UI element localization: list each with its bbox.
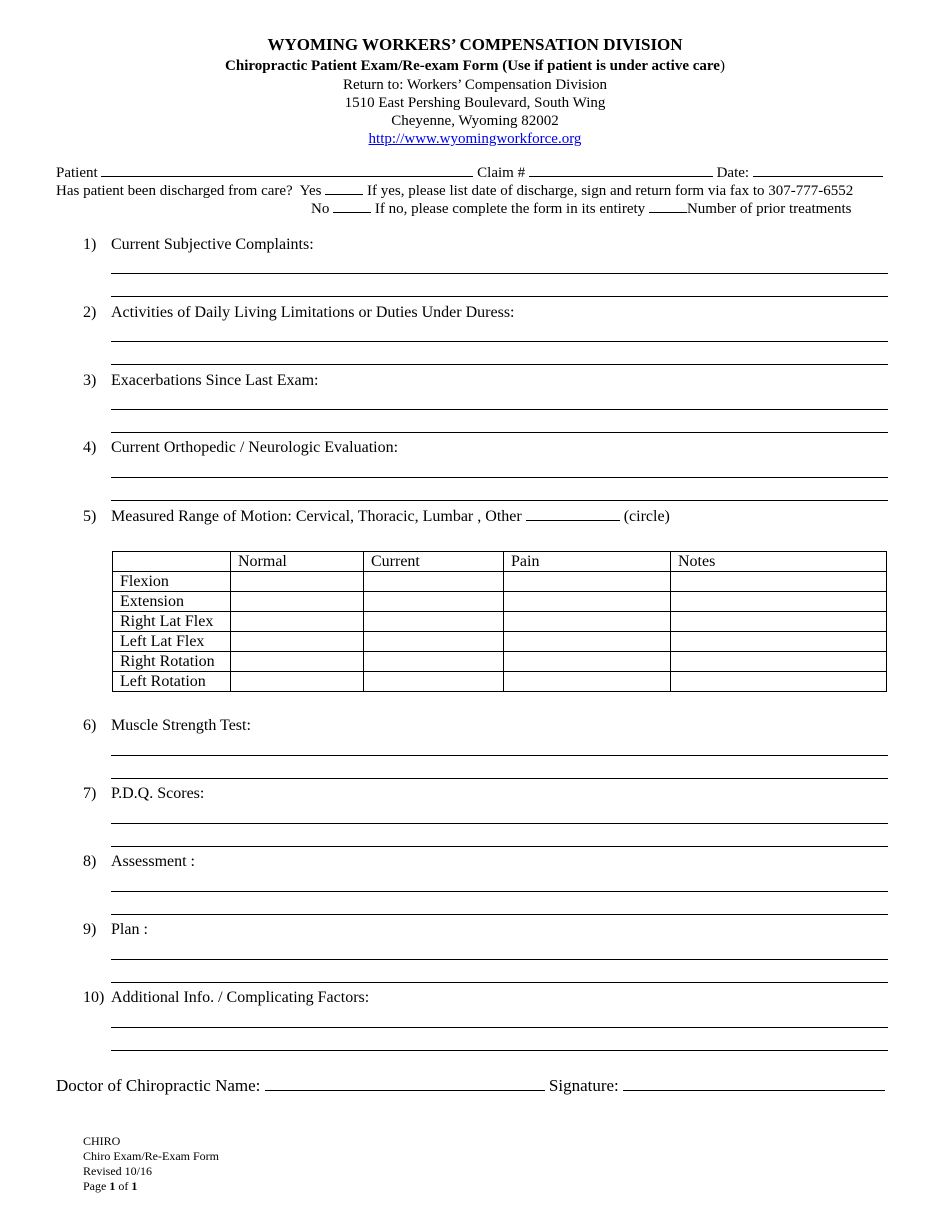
row-label: Right Lat Flex [113,612,231,632]
section-label: Exacerbations Since Last Exam: [111,372,319,389]
answer-line[interactable] [111,959,888,960]
row-label: Extension [113,592,231,612]
section-label: Additional Info. / Complicating Factors: [111,989,370,1006]
table-row [113,612,887,632]
section-label: Plan : [111,921,148,938]
claim-field[interactable] [529,163,713,177]
column-header: Normal [231,552,364,572]
signature-label: Signature: [548,1076,619,1095]
table-cell[interactable] [231,652,364,672]
table-cell[interactable] [504,592,671,612]
table-cell[interactable] [504,632,671,652]
column-header: Pain [504,552,671,572]
section-label: Measured Range of Motion: Cervical, Thoracic, Lumbar , Other [111,508,522,525]
section-1: 1) Current Subjective Complaints: [83,236,314,253]
table-cell[interactable] [364,632,504,652]
section-4: 4) Current Orthopedic / Neurologic Evaluation: [83,439,399,456]
table-cell[interactable] [671,632,887,652]
circle-note: (circle) [623,508,670,525]
claim-label: Claim # [477,165,526,181]
signature-field[interactable] [623,1075,885,1091]
answer-line[interactable] [111,755,888,756]
date-field[interactable] [753,163,883,177]
discharge-question: Has patient been discharged from care? [56,183,293,199]
section-10: 10) Additional Info. / Complicating Factors: [83,989,370,1006]
section-label: Activities of Daily Living Limitations or Duties Under Duress: [111,304,515,321]
website-link[interactable]: http://www.wyomingworkforce.org [368,131,582,147]
table-cell[interactable] [504,672,671,692]
column-header [113,552,231,572]
row-label: Right Rotation [113,652,231,672]
table-cell[interactable] [231,592,364,612]
form-subtitle: Chiropractic Patient Exam/Re-exam Form (Use if patient is under active care) [225,58,725,74]
table-cell[interactable] [231,612,364,632]
row-label: Left Lat Flex [113,632,231,652]
table-row [113,652,887,672]
no-field[interactable] [333,199,371,213]
section-label: Muscle Strength Test: [111,717,251,734]
section-label: Current Orthopedic / Neurologic Evaluation: [111,439,399,456]
answer-line[interactable] [111,778,888,779]
section-9: 9) Plan : [83,921,148,938]
answer-line[interactable] [111,823,888,824]
prior-treatments-field[interactable] [649,199,687,213]
table-cell[interactable] [671,672,887,692]
table-cell[interactable] [671,572,887,592]
address-line-1: 1510 East Pershing Boulevard, South Wing [344,95,606,111]
section-3: 3) Exacerbations Since Last Exam: [83,372,319,389]
form-name: Chiro Exam/Re-Exam Form [83,1149,219,1163]
answer-line[interactable] [111,341,888,342]
prior-treatments-label: Number of prior treatments [686,201,852,217]
column-header: Current [364,552,504,572]
discharge-question-line [56,181,853,200]
yes-label: Yes [299,183,322,199]
section-5: 5) Measured Range of Motion: Cervical, Thoracic, Lumbar , Other (circle) [83,508,670,525]
answer-line[interactable] [111,409,888,410]
answer-line[interactable] [111,1027,888,1028]
page-number: Page 1 of 1 [83,1179,138,1193]
return-to: Return to: Workers’ Compensation Division [342,77,608,93]
yes-instructions: If yes, please list date of discharge, sign and return form via fax to 307-777-6552 [366,183,854,199]
table-cell[interactable] [364,572,504,592]
form-code: CHIRO [83,1134,121,1148]
section-6: 6) Muscle Strength Test: [83,717,251,734]
answer-line[interactable] [111,982,888,983]
patient-label: Patient [56,165,98,181]
range-of-motion-table [112,551,887,692]
discharge-no-line [311,199,851,218]
answer-line[interactable] [111,477,888,478]
table-cell[interactable] [364,672,504,692]
agency-title: WYOMING WORKERS’ COMPENSATION DIVISION [267,35,683,54]
table-cell[interactable] [671,612,887,632]
answer-line[interactable] [111,846,888,847]
table-cell[interactable] [231,632,364,652]
table-row [113,672,887,692]
table-cell[interactable] [364,592,504,612]
row-label: Left Rotation [113,672,231,692]
doctor-name-label: Doctor of Chiropractic Name: [56,1076,261,1095]
table-cell[interactable] [364,652,504,672]
table-cell[interactable] [504,572,671,592]
table-cell[interactable] [504,652,671,672]
revision-date: Revised 10/16 [83,1164,152,1178]
form-header [0,34,950,148]
table-cell[interactable] [671,592,887,612]
table-cell[interactable] [231,572,364,592]
section-label: P.D.Q. Scores: [111,785,205,802]
answer-line[interactable] [111,364,888,365]
no-label: No [311,201,330,217]
other-region-field[interactable] [526,506,620,521]
patient-field[interactable] [101,163,473,177]
form-footer [83,1134,219,1194]
answer-line[interactable] [111,432,888,433]
section-8: 8) Assessment : [83,853,195,870]
section-label: Current Subjective Complaints: [111,236,314,253]
section-label: Assessment : [111,853,195,870]
answer-line[interactable] [111,273,888,274]
table-cell[interactable] [504,612,671,632]
column-header: Notes [671,552,887,572]
no-instructions: If no, please complete the form in its entirety [374,201,646,217]
table-cell[interactable] [231,672,364,692]
doctor-name-field[interactable] [265,1075,545,1091]
answer-line[interactable] [111,500,888,501]
answer-line[interactable] [111,1050,888,1051]
table-row [113,572,887,592]
answer-line[interactable] [111,891,888,892]
yes-field[interactable] [325,181,363,195]
table-row [113,592,887,612]
address-line-2: Cheyenne, Wyoming 82002 [391,113,559,129]
answer-line[interactable] [111,296,888,297]
patient-info-line [56,163,883,182]
table-row [113,632,887,652]
row-label: Flexion [113,572,231,592]
section-7: 7) P.D.Q. Scores: [83,785,205,802]
section-2: 2) Activities of Daily Living Limitations or Duties Under Duress: [83,304,515,321]
table-cell[interactable] [671,652,887,672]
signature-line [56,1075,885,1097]
date-label: Date: [716,165,750,181]
answer-line[interactable] [111,914,888,915]
table-header-row [113,552,887,572]
table-cell[interactable] [364,612,504,632]
